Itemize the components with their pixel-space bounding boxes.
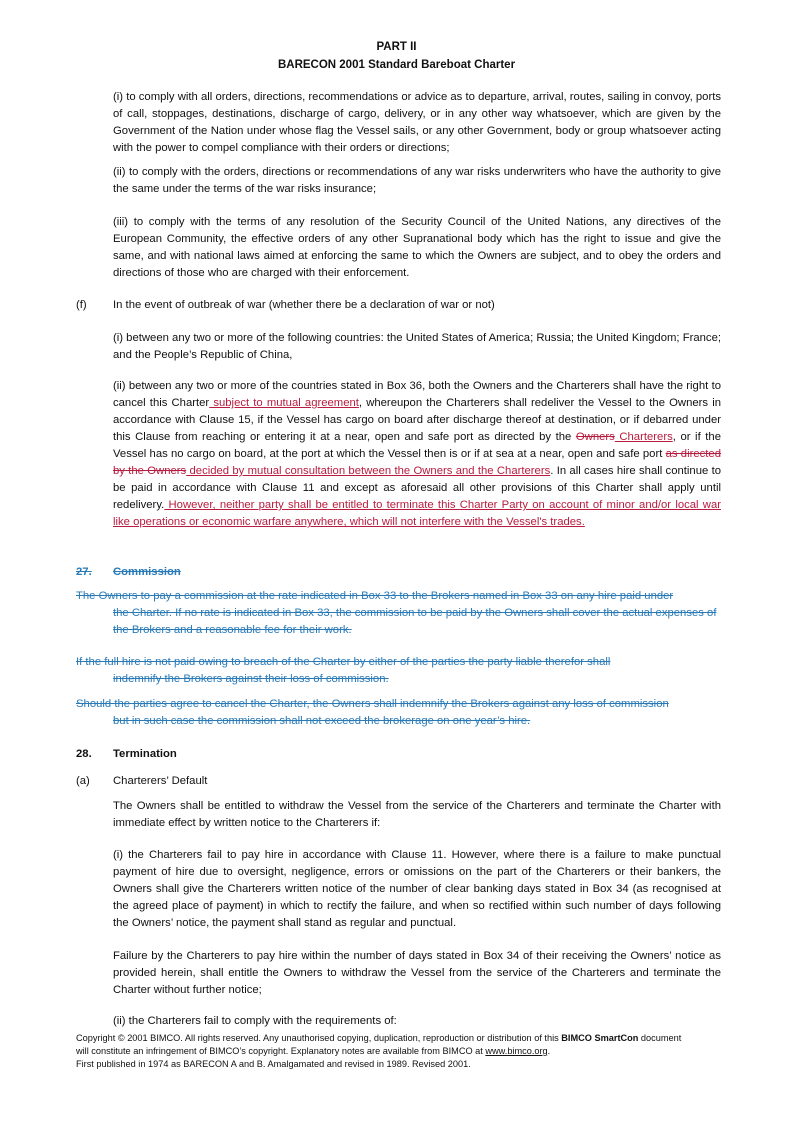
clause-27-p2-cont: indemnify the Brokers against their loss of commission.: [113, 673, 389, 685]
clause-28-title: Termination: [113, 748, 177, 760]
clause-f-label: (f): [76, 299, 87, 311]
footer-line-1: [76, 1032, 736, 1045]
clause-27-p1-cont: the Charter. If no rate is indicated in Box 33, the commission to be paid by the Owners shall cover the actual expenses of the Brokers and a reasonable fee for their work.: [113, 607, 717, 636]
para-iii: (iii) to comply with the terms of any resolution of the Security Council of the United Nations, any directives of the European Community, the effective orders of any other Supranational body which has the right to issue and give the same, and with national laws aimed at enforcing the same to which the Owners are subject, and to obey the orders and directions of those who are charged with their enforcement.: [113, 216, 721, 279]
clause-f-intro: In the event of outbreak of war (whether there be a declaration of war or not): [113, 299, 495, 311]
sub-ii-text-2: , whereupon the Charterers shall redeliver the Vessel to the Owners in accordance with Clause 15, if the Vessel has cargo on board after discharge thereof at destination, or if debarred under this Clause from reaching or entering it at a near, open and safe port as directed by the: [113, 397, 722, 443]
sub-ii-text-3: , or if the Vessel has no cargo on board, at the port at which the Vessel then is or if at sea at a near, open and safe port: [113, 431, 721, 460]
clause-28-a-title: Charterers’ Default: [113, 775, 208, 787]
footer-line-3: First published in 1974 as BARECON A and B. Amalgamated and revised in 1989. Revised 2001.: [76, 1059, 471, 1069]
insertion-war-operations: However, neither party shall be entitled to terminate this Charter Party on account of minor and/or local war like operations or economic warfare anywhere, which will not interfere with the Vessel's trades.: [113, 499, 721, 528]
part-heading: PART II: [376, 41, 417, 53]
document-title: BARECON 2001 Standard Bareboat Charter: [277, 59, 516, 71]
footer-l1-end: document: [638, 1033, 682, 1043]
clause-27-para-3: [76, 696, 721, 730]
copyright-footer: [76, 1032, 736, 1071]
clause-28-a-ii: (ii) the Charterers fail to comply with the requirements of:: [113, 1015, 397, 1027]
clause-28-a-label: (a): [76, 775, 90, 787]
clause-27-p1-first: The Owners to pay a commission at the rate indicated in Box 33 to the Brokers named in Box 33 on any hire paid under: [76, 590, 674, 602]
clause-27-p3-cont: but in such case the commission shall not exceed the brokerage on one year’s hire.: [113, 715, 531, 727]
para-i: (i) to comply with all orders, directions, recommendations or advice as to departure, arrival, routes, sailing in convoy, ports of call, stoppages, destinations, discharge of cargo, delivery, or in any other way whatsoever, which are given by the Government of the Nation under whose flag the Vessel sails, or any other Government, body or group whatsoever acting with the power to compel compliance with their orders or directions;: [113, 91, 721, 154]
sub-ii-text-1: (ii) between any two or more of the countries stated in Box 36, both the Owners and the Charterers shall have the right to cancel this Charter: [113, 380, 721, 409]
clause-27-para-1: [76, 588, 721, 639]
clause-27-p2-first: If the full hire is not paid owing to breach of the Charter by either of the parties the party liable therefor shall: [76, 656, 611, 668]
bimco-link[interactable]: www.bimco.org: [485, 1046, 548, 1056]
clause-28-number: 28.: [76, 748, 92, 760]
clause-27-para-2: [76, 654, 721, 688]
clause-28-a-failure: Failure by the Charterers to pay hire within the number of days stated in Box 34 of their receiving the Owners’ notice as provided herein, shall entitle the Owners to withdraw the Vessel from the service of the Charterers and terminate the Charter without further notice;: [113, 950, 721, 996]
insertion-mutual-agreement: subject to mutual agreement: [209, 397, 359, 409]
footer-smartcon: BIMCO SmartCon: [561, 1033, 639, 1043]
insertion-mutual-consultation: decided by mutual consultation between the Owners and the Charterers: [186, 465, 551, 477]
clause-f-sub-i: (i) between any two or more of the following countries: the United States of America; Russia; the United Kingdom; France; and the People’s Republic of China,: [113, 332, 721, 361]
deletion-directed-by-owners: as directed by the Owners: [113, 448, 721, 477]
para-ii: (ii) to comply with the orders, directions or recommendations of any war risks underwriters who have the authority to give the same under the terms of the war risks insurance;: [113, 166, 721, 195]
insertion-charterers: Charterers: [614, 431, 673, 443]
footer-l2-end: .: [547, 1046, 551, 1056]
footer-line-2: [76, 1045, 736, 1058]
sub-ii-text-4: . In all cases hire shall continue to be paid in accordance with Clause 11 and except as aforesaid all other provisions of this Charter shall apply until redelivery.: [113, 465, 721, 511]
clause-27-p3-first: Should the parties agree to cancel the Charter, the Owners shall indemnify the Brokers against any loss of commission: [76, 698, 669, 710]
footer-l2-text: will constitute an infringement of BIMCO’s copyright. Explanatory notes are available from BIMCO at: [76, 1046, 486, 1056]
clause-27-number: 27.: [76, 566, 92, 578]
deletion-owners: Owners: [575, 431, 615, 443]
clause-28-a-i: (i) the Charterers fail to pay hire in accordance with Clause 11. However, where there is a failure to make punctual payment of hire due to oversight, negligence, errors or omissions on the part of the Charterers or their bankers, the Owners shall give the Charterers written notice of the number of clear banking days stated in Box 34 (as recognised at the agreed place of payment) in which to rectify the failure, and when so rectified within such number of days following the Owners’ notice, the payment shall stand as regular and punctual.: [113, 849, 721, 929]
footer-l1-text: Copyright © 2001 BIMCO. All rights reserved. Any unauthorised copying, duplication, reproduction or distribution of this: [76, 1033, 562, 1043]
clause-28-a-intro: The Owners shall be entitled to withdraw the Vessel from the service of the Charterers and terminate the Charter with immediate effect by written notice to the Charterers if:: [113, 800, 721, 829]
clause-f-sub-ii: [113, 378, 721, 531]
clause-27-title: Commission: [113, 566, 181, 578]
